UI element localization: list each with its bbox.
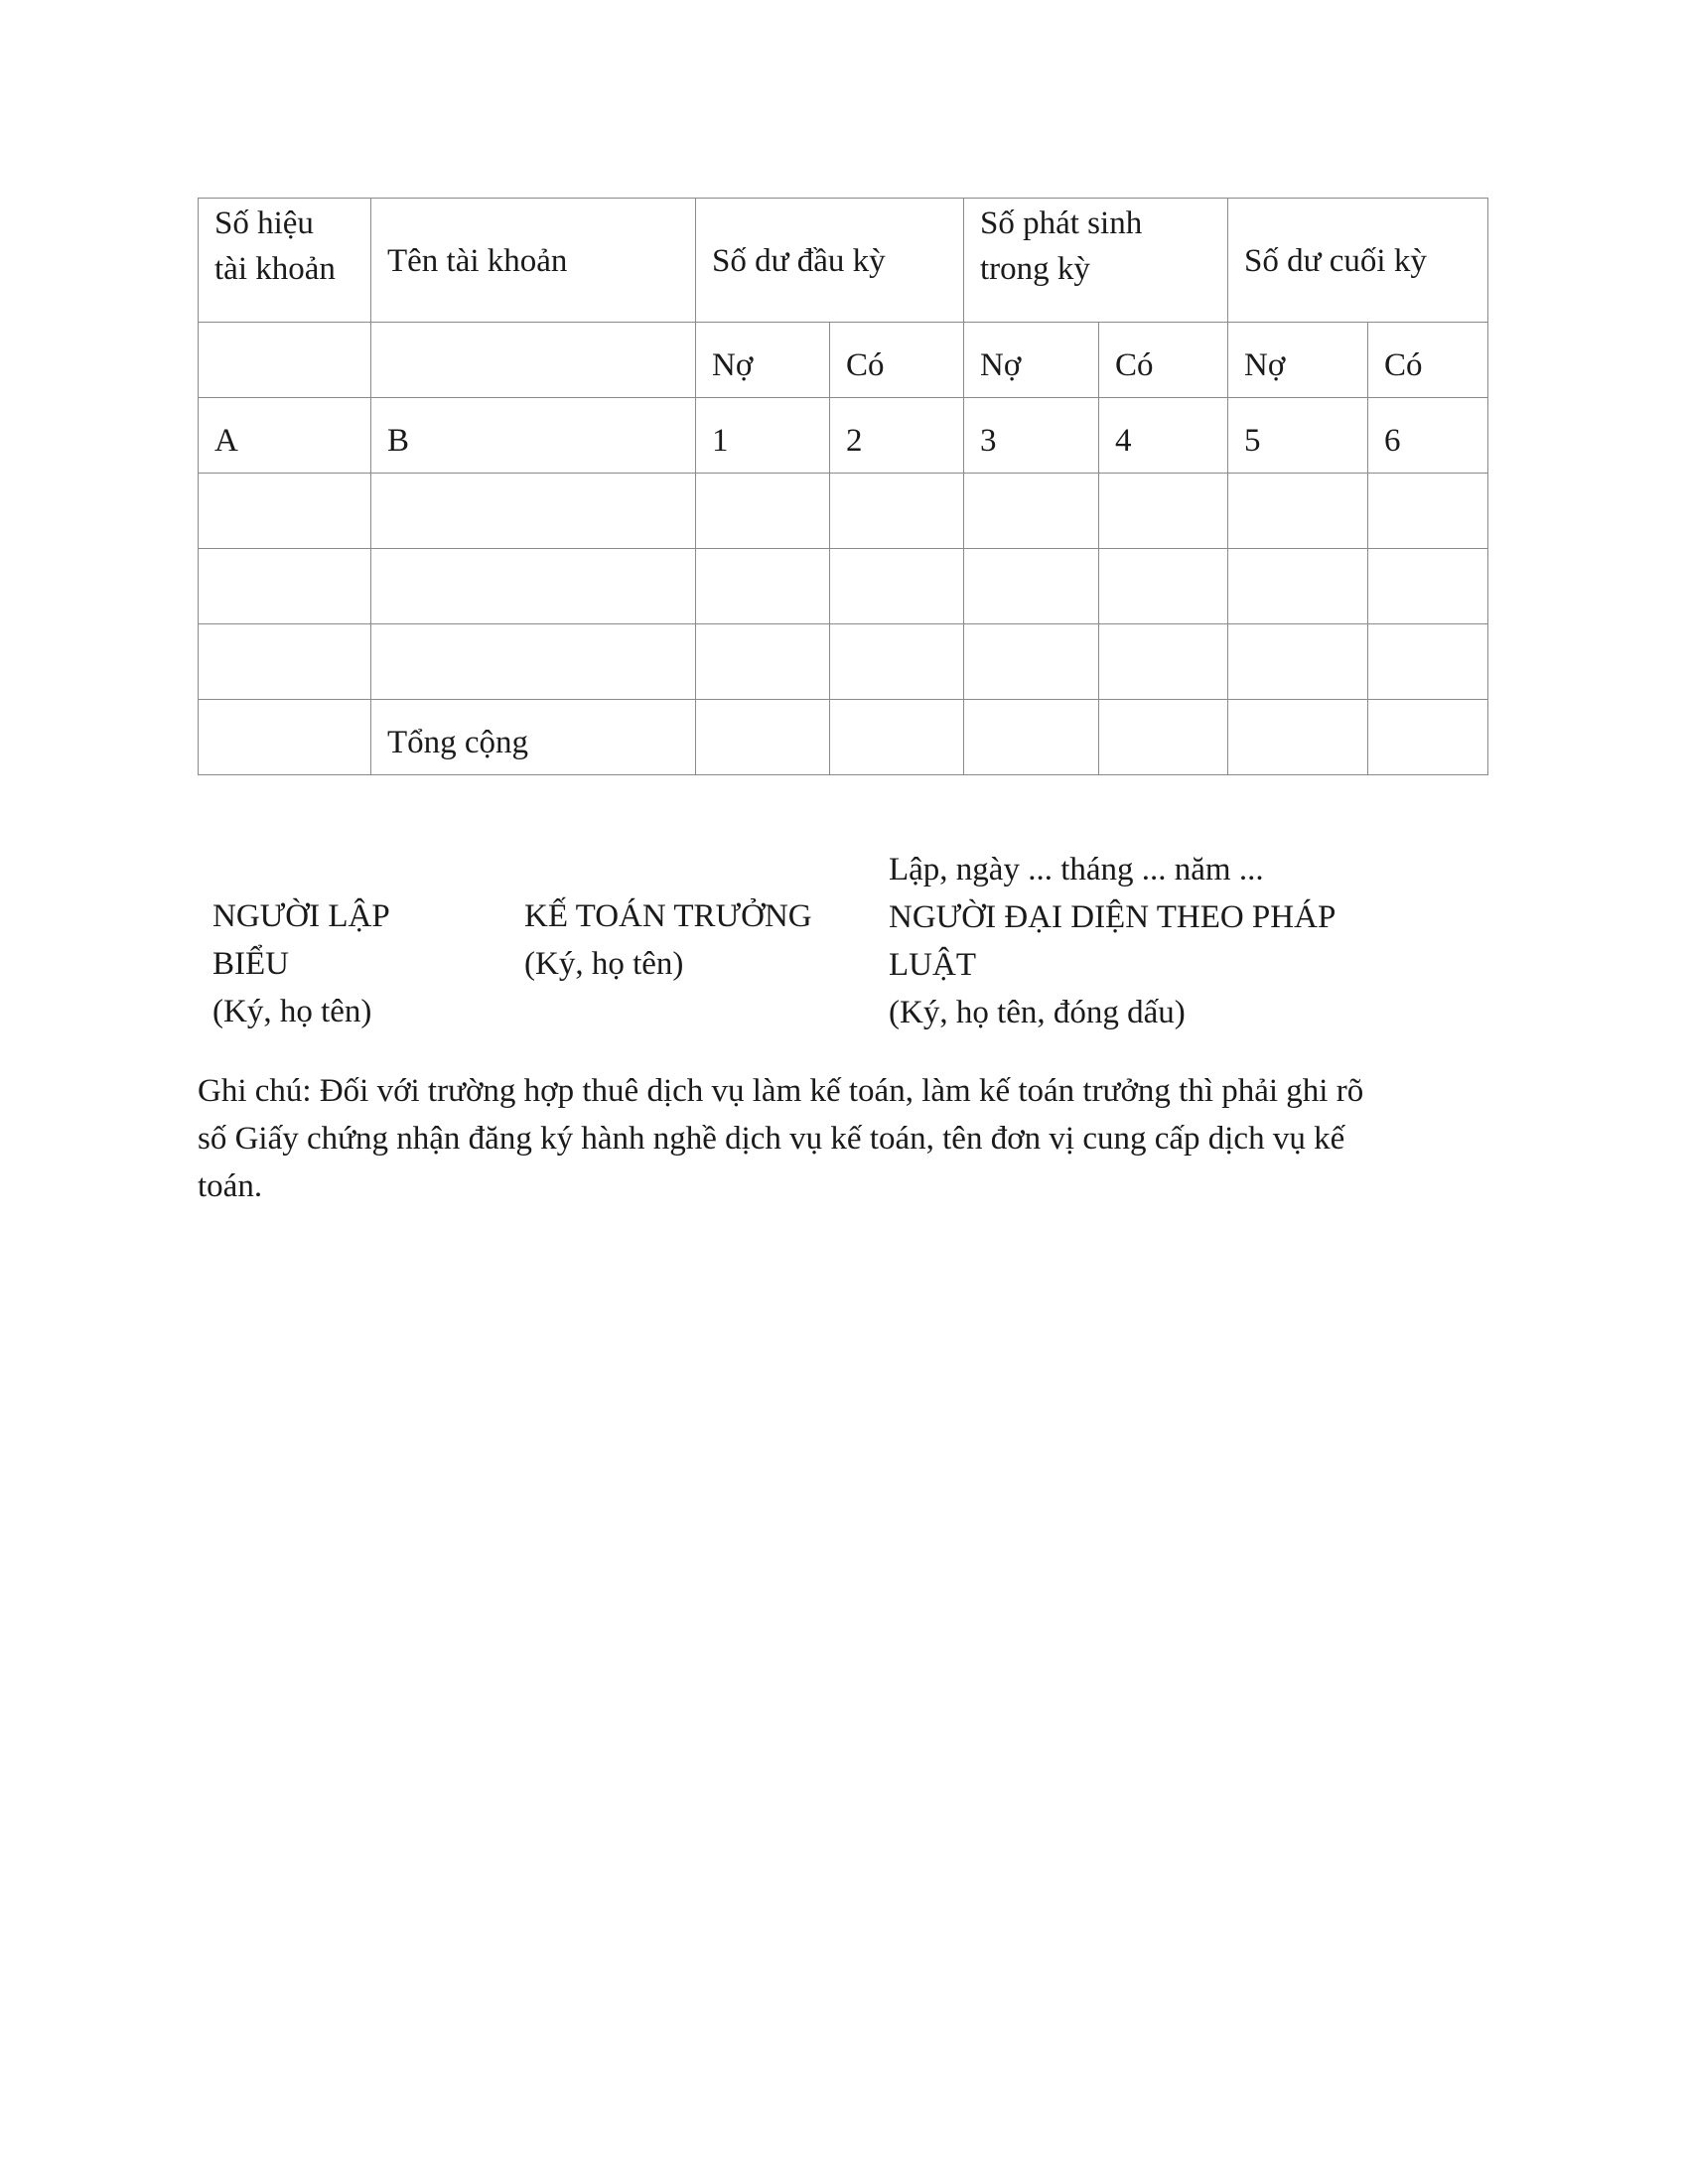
chief-accountant-instruction: (Ký, họ tên) [524, 946, 684, 982]
table-cell [964, 624, 1099, 700]
table-cell [830, 474, 964, 549]
table-cell [1228, 624, 1368, 700]
table-cell [199, 700, 371, 775]
table-cell [199, 549, 371, 624]
column-code: 2 [830, 398, 964, 474]
total-row [199, 700, 1488, 775]
table-cell [1099, 474, 1228, 549]
column-code: 1 [696, 398, 830, 474]
footnote-line: số Giấy chứng nhận đăng ký hành nghề dịch vụ kế toán, tên đơn vị cung cấp dịch vụ kế [198, 1121, 1345, 1157]
header-period-activity: Số phát sinh trong kỳ [964, 199, 1228, 323]
date-line: Lập, ngày ... tháng ... năm ... [889, 852, 1264, 887]
table-cell [199, 323, 371, 398]
header-account-name: Tên tài khoản [371, 199, 696, 323]
table-cell [371, 323, 696, 398]
table-row [199, 624, 1488, 700]
subheader-credit: Có [1099, 323, 1228, 398]
table-row [199, 549, 1488, 624]
legal-rep-title: NGƯỜI ĐẠI DIỆN THEO PHÁP [889, 899, 1336, 935]
signature-chief-accountant [524, 892, 812, 988]
table-cell [371, 624, 696, 700]
table-cell [371, 474, 696, 549]
preparer-title: NGƯỜI LẬP [212, 898, 390, 934]
header-account-number: Số hiệu tài khoản [199, 199, 371, 323]
footnote-line: toán. [198, 1168, 263, 1204]
subheader-debit: Nợ [964, 323, 1099, 398]
preparer-title-cont: BIỂU [212, 946, 289, 982]
table-cell [696, 624, 830, 700]
column-code: 4 [1099, 398, 1228, 474]
table-cell [830, 624, 964, 700]
table-cell [1368, 549, 1488, 624]
legal-rep-title-cont: LUẬT [889, 947, 976, 983]
table-cell [1099, 624, 1228, 700]
table-cell [964, 700, 1099, 775]
table-subheader-row [199, 323, 1488, 398]
table-cell [696, 474, 830, 549]
table-cell [1228, 700, 1368, 775]
column-code: A [199, 398, 371, 474]
subheader-debit: Nợ [696, 323, 830, 398]
signature-preparer [212, 892, 390, 1035]
subheader-debit: Nợ [1228, 323, 1368, 398]
column-code-row [199, 398, 1488, 474]
table-header-row [199, 199, 1488, 323]
chief-accountant-title: KẾ TOÁN TRƯỞNG [524, 898, 812, 934]
table-cell [1228, 474, 1368, 549]
table-cell [1368, 624, 1488, 700]
table-cell [199, 624, 371, 700]
table-cell [1228, 549, 1368, 624]
table-cell [696, 700, 830, 775]
total-label: Tổng cộng [371, 700, 696, 775]
column-code: 6 [1368, 398, 1488, 474]
table-cell [1368, 700, 1488, 775]
table-cell [964, 474, 1099, 549]
table-cell [1099, 700, 1228, 775]
preparer-instruction: (Ký, họ tên) [212, 994, 372, 1029]
subheader-credit: Có [1368, 323, 1488, 398]
table-cell [964, 549, 1099, 624]
column-code: B [371, 398, 696, 474]
signature-legal-representative [889, 846, 1336, 1036]
table-cell [696, 549, 830, 624]
table-cell [371, 549, 696, 624]
table-cell [1368, 474, 1488, 549]
trial-balance-table [198, 198, 1488, 775]
column-code: 3 [964, 398, 1099, 474]
column-code: 5 [1228, 398, 1368, 474]
header-closing-balance: Số dư cuối kỳ [1228, 199, 1488, 323]
table-cell [830, 700, 964, 775]
header-opening-balance: Số dư đầu kỳ [696, 199, 964, 323]
table-cell [199, 474, 371, 549]
table-row [199, 474, 1488, 549]
table-cell [830, 549, 964, 624]
table-cell [1099, 549, 1228, 624]
legal-rep-instruction: (Ký, họ tên, đóng dấu) [889, 995, 1186, 1030]
subheader-credit: Có [830, 323, 964, 398]
footnote-line: Ghi chú: Đối với trường hợp thuê dịch vụ làm kế toán, làm kế toán trưởng thì phải ghi rõ [198, 1073, 1364, 1109]
footnote [198, 1067, 1508, 1210]
